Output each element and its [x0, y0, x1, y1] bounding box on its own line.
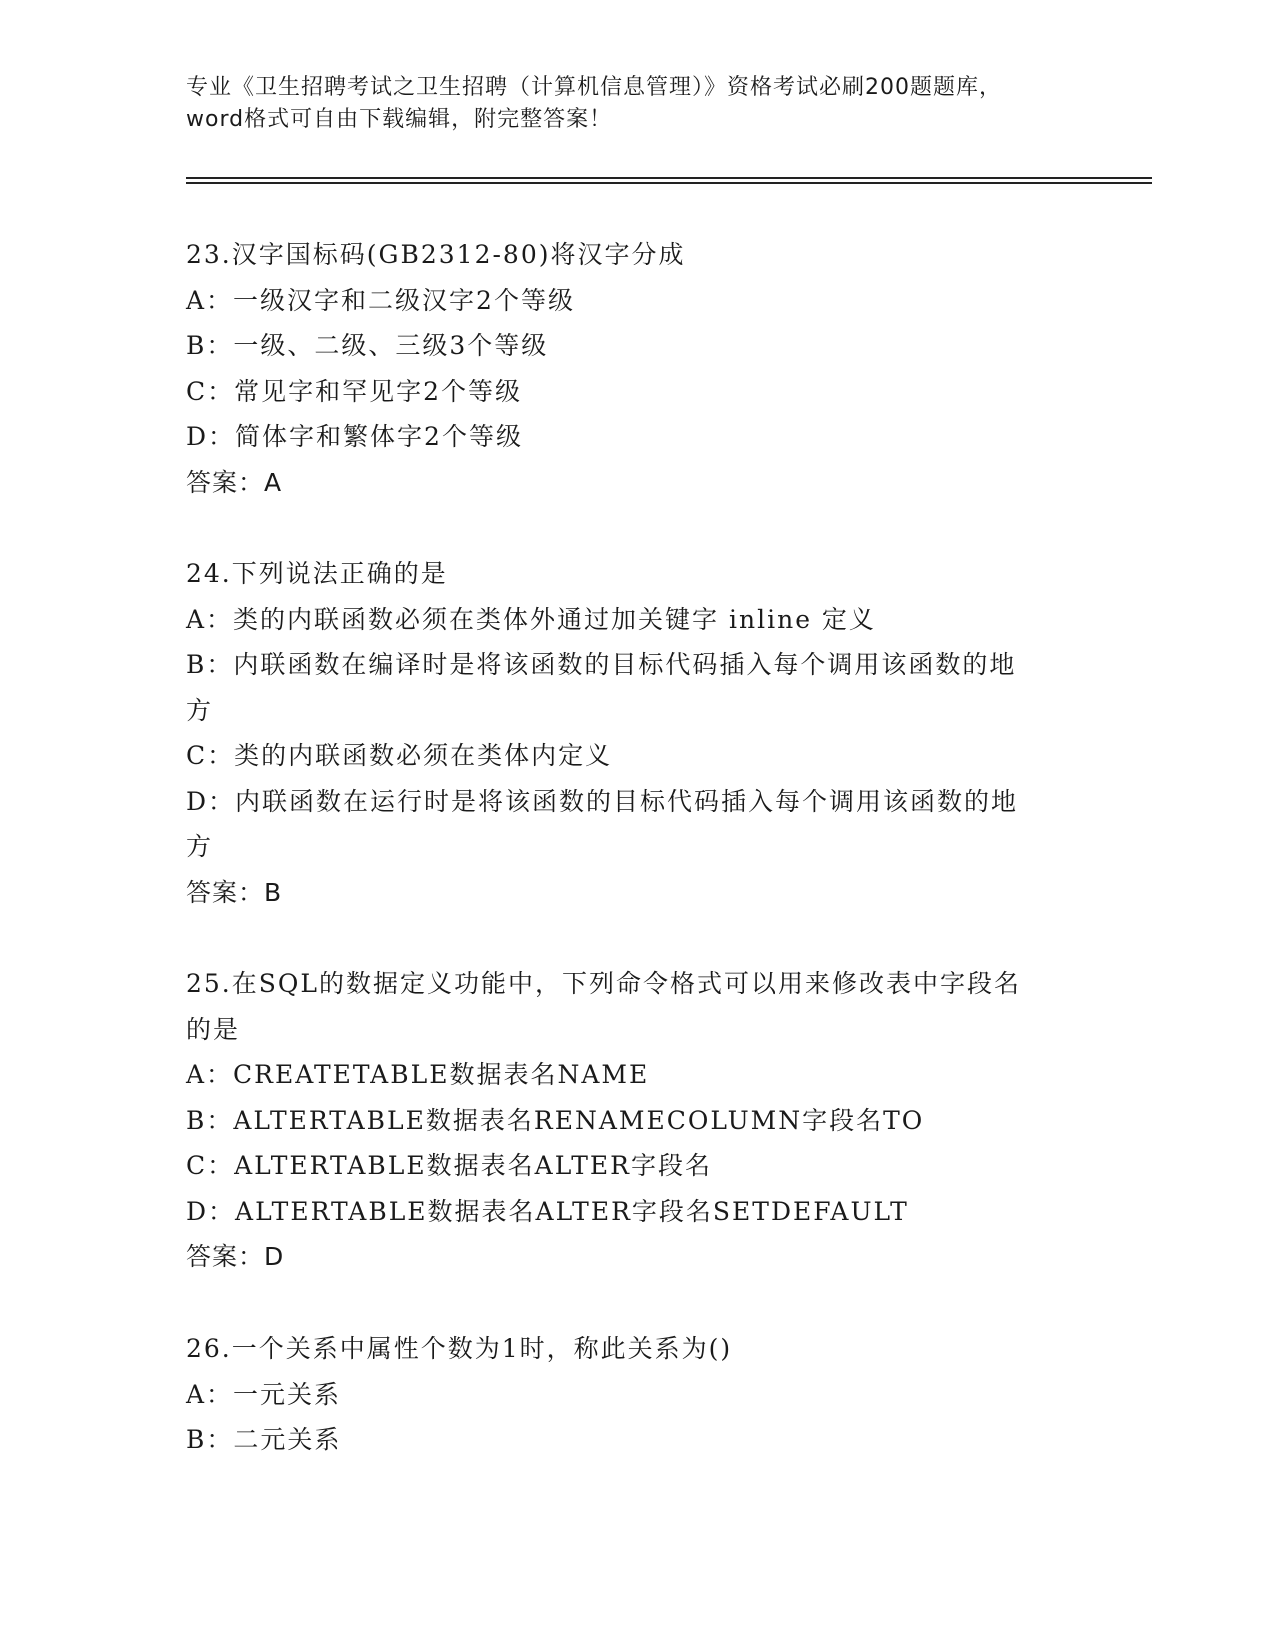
header-line-2: word格式可自由下载编辑，附完整答案！	[186, 107, 613, 132]
question-stem: 25.在SQL的数据定义功能中，下列命令格式可以用来修改表中字段名	[186, 969, 1021, 998]
option-d: D：内联函数在运行时是将该函数的目标代码插入每个调用该函数的地	[186, 786, 1019, 816]
option-a: A：类的内联函数必须在类体外通过加关键字 inline 定义	[186, 604, 876, 634]
question-25	[186, 961, 1086, 1280]
question-stem-continued: 的是	[186, 1014, 241, 1044]
option-b: B：一级、二级、三级3个等级	[186, 331, 549, 360]
question-26	[186, 1326, 1086, 1463]
question-23	[186, 232, 1086, 505]
question-stem: 23.汉字国标码(GB2312-80)将汉字分成	[186, 240, 686, 269]
question-stem: 26.一个关系中属性个数为1时，称此关系为()	[186, 1334, 733, 1363]
option-b: B：二元关系	[186, 1425, 342, 1454]
option-a: A：一级汉字和二级汉字2个等级	[186, 285, 575, 315]
document-header	[186, 72, 1086, 136]
option-d-continued: 方	[186, 832, 214, 861]
option-a: A：一元关系	[186, 1379, 342, 1409]
option-d: D：ALTERTABLE数据表名ALTER字段名SETDEFAULT	[186, 1196, 909, 1226]
option-b-continued: 方	[186, 695, 214, 725]
header-divider-top	[186, 177, 1152, 179]
question-24	[186, 551, 1086, 915]
answer: 答案：D	[186, 1242, 285, 1271]
answer: 答案：B	[186, 877, 283, 907]
option-c: C：类的内联函数必须在类体内定义	[186, 741, 613, 770]
question-stem: 24.下列说法正确的是	[186, 559, 448, 588]
option-a: A：CREATETABLE数据表名NAME	[186, 1060, 650, 1089]
option-c: C：ALTERTABLE数据表名ALTER字段名	[186, 1151, 713, 1180]
option-d: D：简体字和繁体字2个等级	[186, 422, 523, 451]
answer: 答案：A	[186, 467, 283, 497]
option-b: B：内联函数在编译时是将该函数的目标代码插入每个调用该函数的地	[186, 650, 1017, 679]
option-c: C：常见字和罕见字2个等级	[186, 376, 523, 406]
option-b: B：ALTERTABLE数据表名RENAMECOLUMN字段名TO	[186, 1105, 925, 1135]
header-divider-bottom	[186, 182, 1152, 184]
header-line-1: 专业《卫生招聘考试之卫生招聘（计算机信息管理）》资格考试必刷200题题库，	[186, 75, 1002, 100]
